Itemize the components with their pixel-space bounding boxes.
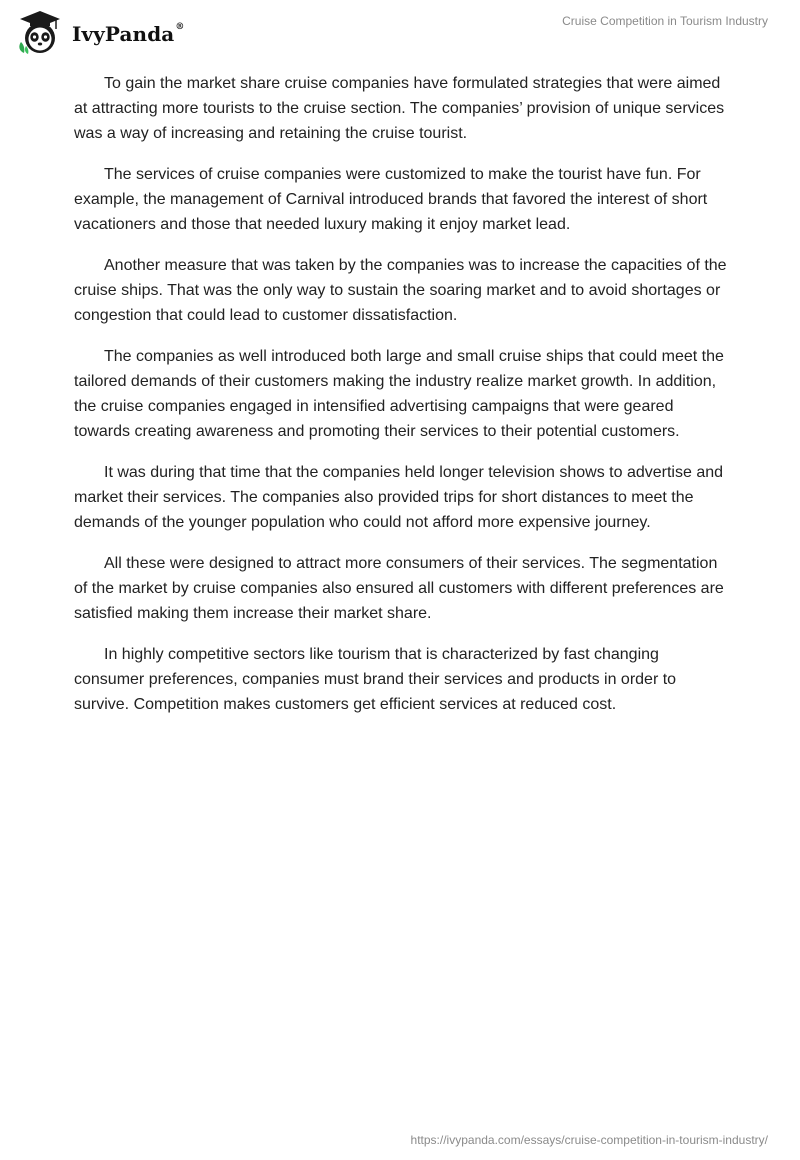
paragraph: In highly competitive sectors like tourism that is characterized by fast changing consumer preferences, companies must brand their services and products in order to survive. Competition makes customers get efficient services at reduced cost. bbox=[74, 646, 677, 713]
paragraph: It was during that time that the companies held longer television shows to advertise and market their services. The companies also provided trips for short distances to meet the demands of the younger population who could not afford more expensive journey. bbox=[74, 464, 724, 531]
paragraph: The companies as well introduced both large and small cruise ships that could meet the tailored demands of their customers making the industry realize market growth. In addition, the cruise companies engaged in intensified advertising campaigns that were geared towards creating awareness and promoting their services to their potential customers. bbox=[74, 348, 724, 440]
paragraph: The services of cruise companies were customized to make the tourist have fun. For example, the management of Carnival introduced brands that favored the interest of short vacationers and those that needed luxury making it enjoy market lead. bbox=[74, 166, 708, 233]
ivypanda-logo[interactable] bbox=[16, 8, 184, 56]
footer-source-url[interactable]: https://ivypanda.com/essays/cruise-competition-in-tourism-industry/ bbox=[410, 1133, 768, 1147]
document-title: Cruise Competition in Tourism Industry bbox=[562, 14, 768, 28]
paragraph: Another measure that was taken by the companies was to increase the capacities of the cruise ships. That was the only way to sustain the soaring market and to avoid shortages or congestion that could lead to customer dissatisfaction. bbox=[74, 257, 727, 324]
panda-graduate-logo-icon bbox=[16, 8, 64, 56]
paragraph: All these were designed to attract more consumers of their services. The segmentation of the market by cruise companies also ensured all customers with different preferences are satisfied making them increase their market share. bbox=[74, 555, 724, 622]
essay-body bbox=[74, 71, 730, 733]
brand-name: IvyPanda® bbox=[72, 22, 185, 46]
registered-mark: ® bbox=[175, 22, 185, 33]
page-header bbox=[0, 0, 800, 60]
paragraph: To gain the market share cruise companies have formulated strategies that were aimed at attracting more tourists to the cruise section. The companies’ provision of unique services was a way of increasing and retaining the cruise tourist. bbox=[74, 75, 725, 142]
